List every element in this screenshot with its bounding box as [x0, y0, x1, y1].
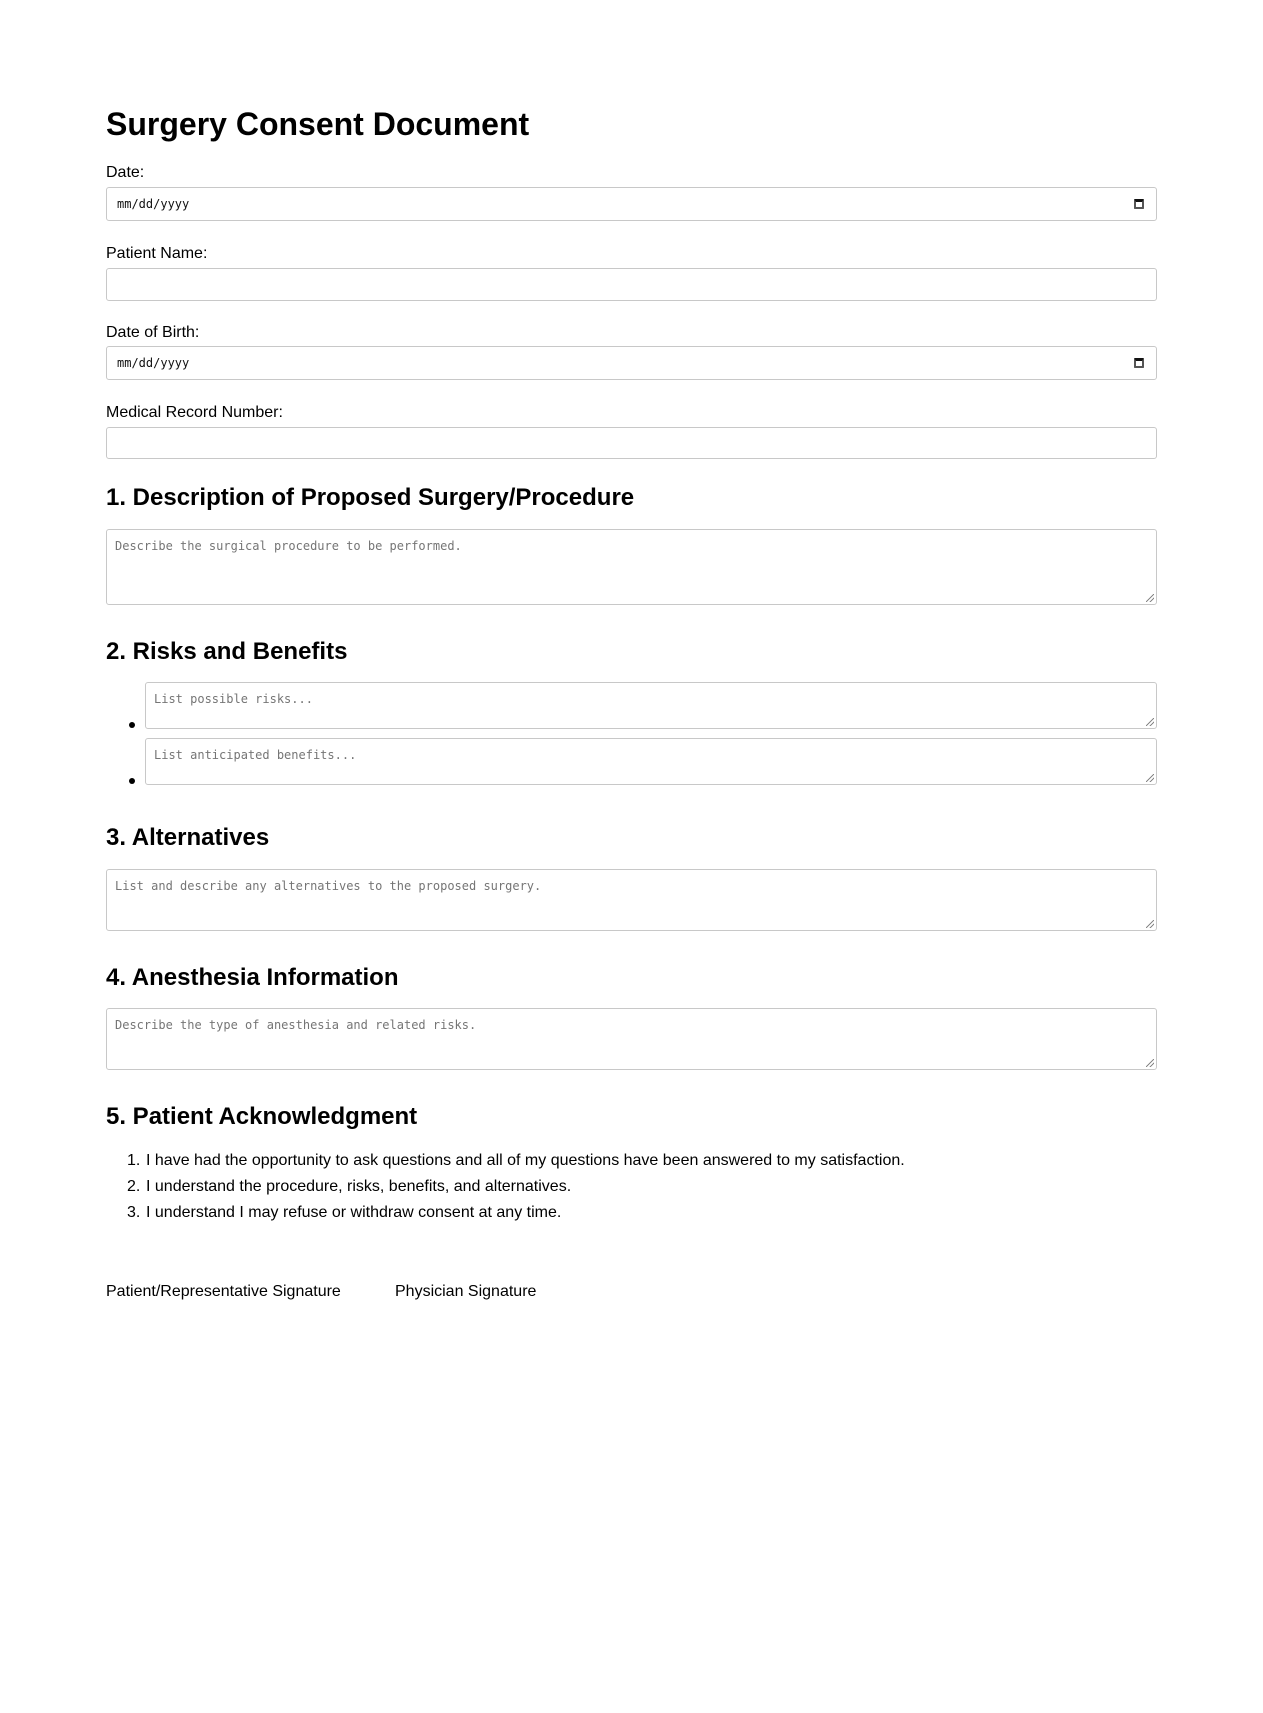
acknowledgment-text: I have had the opportunity to ask questions and all of my questions have been answered to my satisfaction.: [146, 1152, 905, 1169]
date-label: Date:: [106, 164, 145, 181]
acknowledgment-list: [106, 1148, 905, 1226]
dob-input-value: mm/dd/yyyy: [117, 356, 190, 370]
resize-handle-icon[interactable]: [1146, 1059, 1154, 1067]
calendar-icon[interactable]: [1134, 199, 1144, 209]
section-anesthesia-heading: 4. Anesthesia Information: [106, 964, 399, 991]
description-textarea[interactable]: [106, 529, 1157, 605]
risks-textarea[interactable]: [145, 682, 1157, 729]
list-number: 1.: [127, 1152, 141, 1169]
bullet-icon: [129, 722, 135, 728]
anesthesia-textarea[interactable]: [106, 1008, 1157, 1070]
signature-row: [106, 1284, 706, 1300]
list-number: 3.: [127, 1204, 141, 1221]
physician-signature-label: Physician Signature: [395, 1284, 537, 1300]
page-title: Surgery Consent Document: [106, 106, 530, 142]
acknowledgment-text: I understand I may refuse or withdraw consent at any time.: [146, 1204, 562, 1221]
section-acknowledgment-heading: 5. Patient Acknowledgment: [106, 1103, 418, 1130]
acknowledgment-item: [127, 1174, 905, 1200]
section-alternatives-heading: 3. Alternatives: [106, 824, 270, 851]
resize-handle-icon[interactable]: [1146, 718, 1154, 726]
description-placeholder: Describe the surgical procedure to be performed.: [115, 539, 462, 553]
mrn-label: Medical Record Number:: [106, 404, 283, 421]
acknowledgment-text: I understand the procedure, risks, benefits, and alternatives.: [146, 1178, 572, 1195]
calendar-icon[interactable]: [1134, 358, 1144, 368]
resize-handle-icon[interactable]: [1146, 920, 1154, 928]
date-input[interactable]: [106, 187, 1157, 221]
list-number: 2.: [127, 1178, 141, 1195]
alternatives-placeholder: List and describe any alternatives to the proposed surgery.: [115, 879, 542, 893]
alternatives-textarea[interactable]: [106, 869, 1157, 931]
acknowledgment-item: [127, 1148, 905, 1174]
acknowledgment-item: [127, 1200, 905, 1226]
patient-signature-label: Patient/Representative Signature: [106, 1284, 341, 1300]
section-description-heading: 1. Description of Proposed Surgery/Procedure: [106, 484, 635, 511]
dob-label: Date of Birth:: [106, 324, 200, 341]
resize-handle-icon[interactable]: [1146, 774, 1154, 782]
benefits-textarea[interactable]: [145, 738, 1157, 785]
section-risks-benefits-heading: 2. Risks and Benefits: [106, 638, 348, 665]
patient-name-label: Patient Name:: [106, 245, 208, 262]
resize-handle-icon[interactable]: [1146, 594, 1154, 602]
patient-name-input[interactable]: [106, 268, 1157, 301]
date-input-value: mm/dd/yyyy: [117, 197, 190, 211]
benefits-placeholder: List anticipated benefits...: [154, 748, 357, 762]
anesthesia-placeholder: Describe the type of anesthesia and related risks.: [115, 1018, 477, 1032]
risks-placeholder: List possible risks...: [154, 692, 313, 706]
dob-input[interactable]: [106, 346, 1157, 380]
mrn-input[interactable]: [106, 427, 1157, 459]
bullet-icon: [129, 778, 135, 784]
